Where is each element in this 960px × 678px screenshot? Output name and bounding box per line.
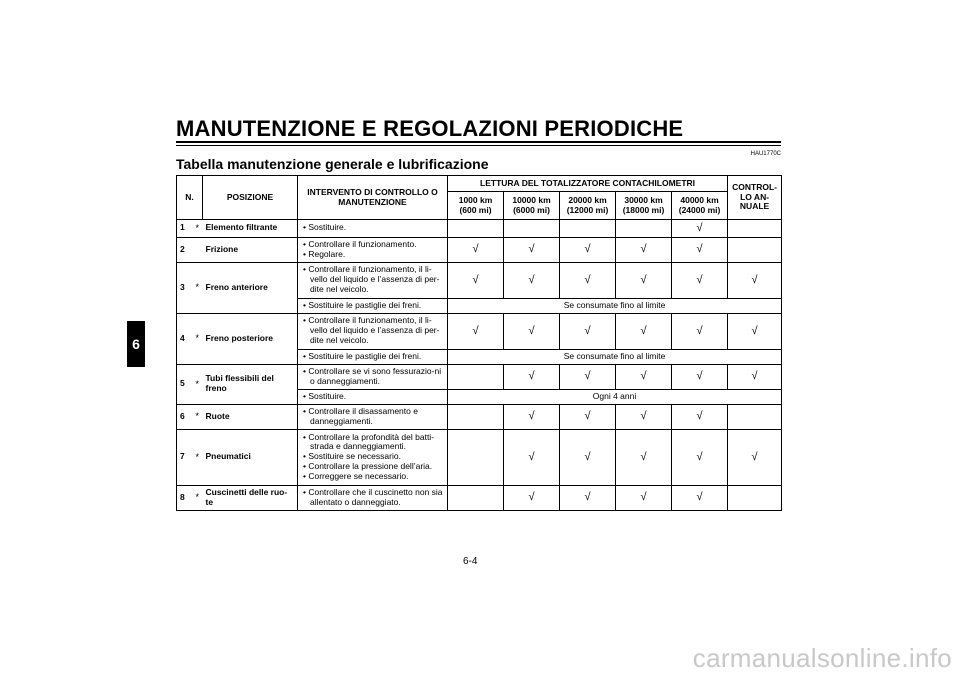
intervention-item: • Controllare il disassamento e danneggiamenti. (301, 407, 444, 427)
check-cell: √ (560, 262, 616, 298)
km-value: 40000 km (680, 194, 719, 205)
km-value: 10000 km (512, 194, 551, 205)
table-row (177, 262, 782, 298)
check-cell: √ (672, 237, 728, 262)
intervention-item: • Sostituire le pastiglie dei freni. (301, 352, 444, 362)
page-number: 6-4 (463, 556, 478, 567)
check-cell: √ (448, 313, 504, 349)
mi-value: (12000 mi) (566, 204, 609, 215)
header-num: N. (177, 176, 203, 220)
check-cell: √ (616, 485, 672, 510)
mi-value: (18000 mi) (622, 204, 665, 215)
interval-note: Se consumate fino al limite (448, 298, 782, 313)
header-position: POSIZIONE (203, 176, 298, 220)
check-cell: √ (504, 429, 560, 485)
intervention-item: • Sostituire. (301, 223, 444, 233)
intervention-item: • Controllare che il cuscinetto non sia allentato o danneggiato. (301, 488, 444, 508)
header-km-col (504, 192, 560, 220)
check-cell: √ (504, 313, 560, 349)
check-cell: √ (616, 237, 672, 262)
row-intervention (298, 298, 448, 313)
check-cell: √ (728, 364, 782, 389)
header-km-col (616, 192, 672, 220)
table-row (177, 313, 782, 349)
row-position: Pneumatici (203, 429, 298, 485)
check-cell: √ (616, 404, 672, 429)
row-intervention (298, 389, 448, 404)
row-position: Freno posteriore (203, 313, 298, 364)
check-cell (616, 220, 672, 238)
row-intervention (298, 349, 448, 364)
check-cell: √ (616, 429, 672, 485)
header-km-col (672, 192, 728, 220)
check-cell (728, 237, 782, 262)
check-cell: √ (560, 485, 616, 510)
row-intervention (298, 220, 448, 238)
header-annual: CONTROL-LO AN-NUALE (728, 176, 782, 220)
row-number: 5 (177, 364, 193, 404)
intervention-item: • Controllare la pressione dell’aria. (301, 462, 444, 472)
row-number: 6 (177, 404, 193, 429)
check-cell (448, 429, 504, 485)
check-cell: √ (672, 313, 728, 349)
row-star: * (193, 220, 203, 238)
table-row (177, 220, 782, 238)
row-star (193, 237, 203, 262)
row-intervention (298, 364, 448, 389)
km-value: 20000 km (568, 194, 607, 205)
section-heading: Tabella manutenzione generale e lubrificazione (176, 156, 489, 172)
check-cell: √ (560, 364, 616, 389)
row-intervention (298, 429, 448, 485)
check-cell: √ (616, 262, 672, 298)
row-position: Cuscinetti delle ruo-te (203, 485, 298, 510)
row-intervention (298, 237, 448, 262)
intervention-item: • Controllare la profondità del batti-strada e danneggiamenti. (301, 433, 444, 453)
check-cell: √ (560, 237, 616, 262)
row-star: * (193, 262, 203, 313)
row-number: 8 (177, 485, 193, 510)
row-intervention (298, 262, 448, 298)
intervention-item: • Sostituire se necessario. (301, 452, 444, 462)
row-star: * (193, 485, 203, 510)
check-cell (504, 220, 560, 238)
row-number: 4 (177, 313, 193, 364)
check-cell (448, 404, 504, 429)
check-cell: √ (448, 237, 504, 262)
check-cell: √ (672, 364, 728, 389)
check-cell (728, 485, 782, 510)
check-cell: √ (560, 313, 616, 349)
interval-note: Se consumate fino al limite (448, 349, 782, 364)
table-row (177, 429, 782, 485)
page-title: MANUTENZIONE E REGOLAZIONI PERIODICHE (176, 116, 684, 141)
row-intervention (298, 313, 448, 349)
check-cell: √ (672, 220, 728, 238)
check-cell: √ (504, 364, 560, 389)
title-rule-thin (176, 145, 781, 146)
check-cell (448, 485, 504, 510)
maintenance-table (176, 175, 782, 511)
title-rule (176, 141, 781, 143)
table-row (177, 364, 782, 389)
mi-value: (6000 mi) (513, 204, 550, 215)
intervention-item: • Controllare se vi sono fessurazio-ni o danneggiamenti. (301, 367, 444, 387)
mi-value: (600 mi) (459, 204, 492, 215)
intervention-item: • Controllare il funzionamento, il li-vello del liquido e l’assenza di per-dite nel veicolo. (301, 265, 444, 294)
check-cell: √ (448, 262, 504, 298)
intervention-item: • Regolare. (301, 250, 444, 260)
row-position: Frizione (203, 237, 298, 262)
check-cell: √ (672, 429, 728, 485)
watermark: carmanualsonline.info (692, 643, 952, 673)
check-cell: √ (616, 313, 672, 349)
row-number: 1 (177, 220, 193, 238)
table-row (177, 237, 782, 262)
check-cell: √ (728, 429, 782, 485)
row-number: 3 (177, 262, 193, 313)
row-number: 2 (177, 237, 193, 262)
section-code: HAU1770C (750, 151, 781, 157)
check-cell: √ (560, 429, 616, 485)
check-cell: √ (728, 313, 782, 349)
check-cell (728, 404, 782, 429)
header-km-col (560, 192, 616, 220)
mi-value: (24000 mi) (678, 204, 721, 215)
intervention-item: • Sostituire le pastiglie dei freni. (301, 301, 444, 311)
row-position: Freno anteriore (203, 262, 298, 313)
check-cell: √ (560, 404, 616, 429)
check-cell: √ (504, 237, 560, 262)
check-cell (448, 220, 504, 238)
table-row (177, 404, 782, 429)
check-cell: √ (616, 364, 672, 389)
header-km-col (448, 192, 504, 220)
header-intervention: INTERVENTO DI CONTROLLO O MANUTENZIONE (298, 176, 448, 220)
row-position: Elemento filtrante (203, 220, 298, 238)
km-value: 1000 km (458, 194, 493, 205)
row-position: Ruote (203, 404, 298, 429)
check-cell: √ (728, 262, 782, 298)
check-cell: √ (672, 485, 728, 510)
intervention-item: • Controllare il funzionamento, il li-vello del liquido e l’assenza di per-dite nel veicolo. (301, 316, 444, 345)
header-odometer: LETTURA DEL TOTALIZZATORE CONTACHILOMETRI (448, 176, 728, 192)
intervention-item: • Controllare il funzionamento. (301, 240, 444, 250)
row-star: * (193, 313, 203, 364)
table-row (177, 485, 782, 510)
row-intervention (298, 485, 448, 510)
chapter-tab: 6 (127, 321, 145, 367)
row-star: * (193, 429, 203, 485)
check-cell: √ (672, 404, 728, 429)
km-value: 30000 km (624, 194, 663, 205)
check-cell: √ (504, 262, 560, 298)
check-cell: √ (504, 485, 560, 510)
interval-note: Ogni 4 anni (448, 389, 782, 404)
check-cell (728, 220, 782, 238)
check-cell: √ (672, 262, 728, 298)
row-intervention (298, 404, 448, 429)
row-number: 7 (177, 429, 193, 485)
check-cell (448, 364, 504, 389)
intervention-item: • Correggere se necessario. (301, 472, 444, 482)
check-cell (560, 220, 616, 238)
row-position: Tubi flessibili del freno (203, 364, 298, 404)
row-star: * (193, 404, 203, 429)
row-star: * (193, 364, 203, 404)
intervention-item: • Sostituire. (301, 392, 444, 402)
check-cell: √ (504, 404, 560, 429)
